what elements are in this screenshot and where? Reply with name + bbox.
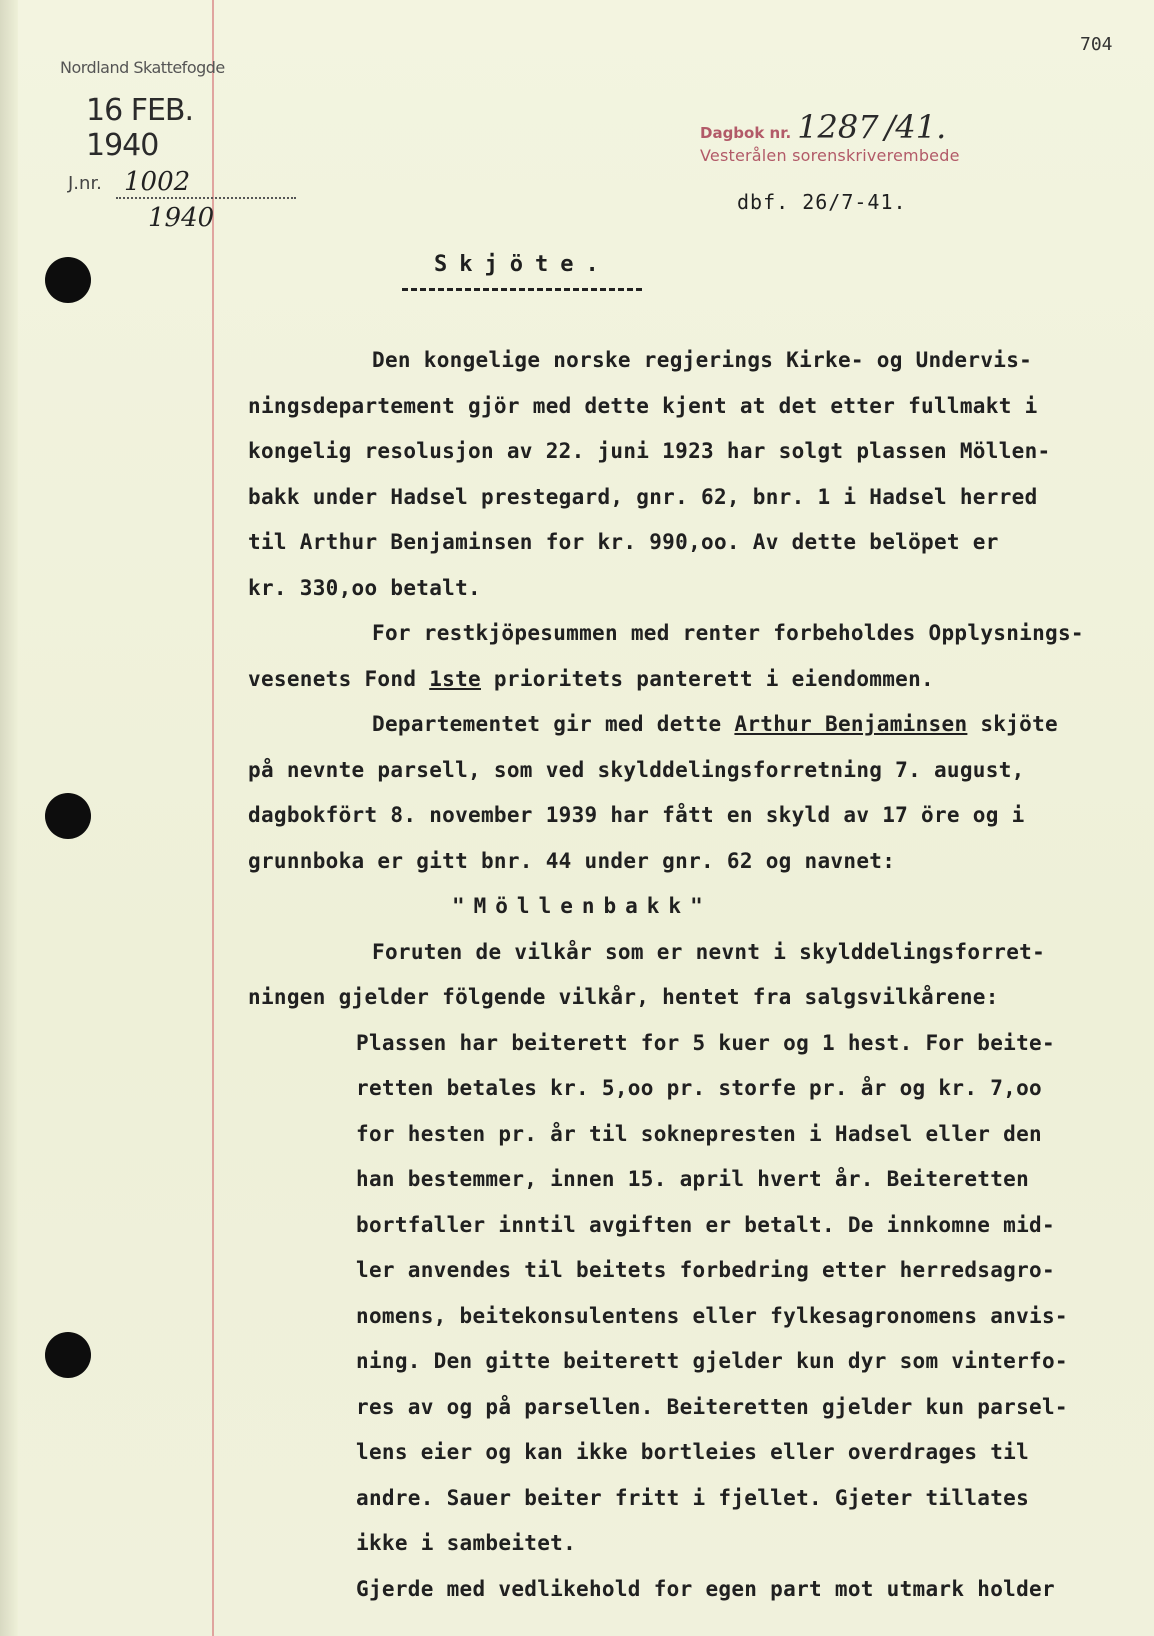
punch-hole	[45, 793, 91, 839]
text-line: grunnboka er gitt bnr. 44 under gnr. 62 og navnet:	[248, 848, 896, 873]
text-segment: vesenets Fond	[248, 666, 430, 691]
condition-line: ler anvendes til beitets forbedring etter herredsagro-	[356, 1258, 1055, 1282]
condition-line: han bestemmer, innen 15. april hvert år. Beiteretten	[356, 1167, 1030, 1191]
text-line: Foruten de vilkår som er nevnt i skylddelingsforret-	[372, 939, 1046, 964]
court-office-name: Vesterålen sorenskriverembede	[700, 146, 960, 165]
jnr-year: 1940	[148, 203, 215, 233]
journal-number	[60, 167, 240, 201]
underlined-name: Arthur Benjaminsen	[734, 712, 968, 736]
text-segment: prioritets panterett i eiendommen.	[480, 666, 934, 691]
dagbok-line	[700, 108, 1000, 146]
stamp-date: 16 FEB. 1940	[86, 93, 194, 163]
dagbok-label: Dagbok nr.	[700, 124, 792, 142]
text-segment: skjöte	[967, 712, 1058, 736]
document-title: Skjöte.	[434, 252, 611, 277]
text-line: For restkjöpesummen med renter forbeholdes Opplysnings-	[372, 621, 1084, 645]
condition-line: for hesten pr. år til soknepresten i Hadsel eller den	[356, 1121, 1042, 1146]
dagbok-number: 1287	[797, 108, 879, 146]
page-edge	[0, 0, 18, 1636]
dbf-date: dbf. 26/7-41.	[737, 190, 907, 214]
text-segment: Departementet gir med dette	[372, 712, 735, 736]
condition-line: andre. Sauer beiter fritt i fjellet. Gjeter tillates	[356, 1485, 1030, 1510]
stamp-office: Nordland Skattefogde	[60, 58, 225, 77]
farm-name: "Möllenbakk"	[452, 894, 712, 918]
condition-line: bortfaller inntil avgiften er betalt. De innkomne mid-	[356, 1212, 1055, 1237]
document-body	[248, 338, 1108, 1612]
dagbok-year: /41.	[884, 108, 947, 146]
text-line: på nevnte parsell, som ved skylddelingsforretning 7. august,	[248, 757, 1025, 782]
text-line: kr. 330,oo betalt.	[248, 575, 481, 600]
punch-hole	[45, 257, 91, 303]
registry-stamp	[700, 108, 1000, 165]
text-line: ningen gjelder fölgende vilkår, hentet fra salgsvilkårene:	[248, 985, 999, 1009]
text-line: kongelig resolusjon av 22. juni 1923 har solgt plassen Möllen-	[248, 439, 1051, 463]
condition-line: Gjerde med vedlikehold for egen part mot utmark holder	[356, 1576, 1055, 1601]
jnr-number: 1002	[124, 167, 191, 197]
received-stamp	[60, 58, 240, 233]
text-line	[248, 702, 1108, 748]
title-underline	[402, 288, 642, 291]
underlined-text: 1ste	[429, 666, 481, 691]
condition-line: Plassen har beiterett for 5 kuer og 1 hest. For beite-	[356, 1030, 1055, 1055]
text-line	[248, 657, 1108, 703]
condition-line: res av og på parsellen. Beiteretten gjelder kun parsel-	[356, 1394, 1068, 1419]
text-line: bakk under Hadsel prestegard, gnr. 62, bnr. 1 i Hadsel herred	[248, 484, 1038, 509]
condition-line: ikke i sambeitet.	[356, 1531, 577, 1555]
punch-hole	[45, 1332, 91, 1378]
condition-line: ning. Den gitte beiterett gjelder kun dyr som vinterfo-	[356, 1349, 1068, 1373]
text-line: dagbokfört 8. november 1939 har fått en skyld av 17 öre og i	[248, 803, 1025, 827]
text-line: Den kongelige norske regjerings Kirke- og Undervis-	[372, 348, 1033, 372]
jnr-dotted-line	[116, 197, 296, 199]
text-line: til Arthur Benjaminsen for kr. 990,oo. Av dette belöpet er	[248, 530, 999, 554]
condition-line: nomens, beitekonsulentens eller fylkesagronomens anvis-	[356, 1303, 1068, 1328]
text-line: ningsdepartement gjör med dette kjent at det etter fullmakt i	[248, 393, 1038, 418]
condition-line: retten betales kr. 5,oo pr. storfe pr. år og kr. 7,oo	[356, 1076, 1042, 1100]
page-number: 704	[1080, 34, 1113, 55]
condition-line: lens eier og kan ikke bortleies eller overdrages til	[356, 1440, 1030, 1464]
jnr-label: J.nr.	[68, 173, 102, 194]
margin-line	[212, 0, 214, 1636]
